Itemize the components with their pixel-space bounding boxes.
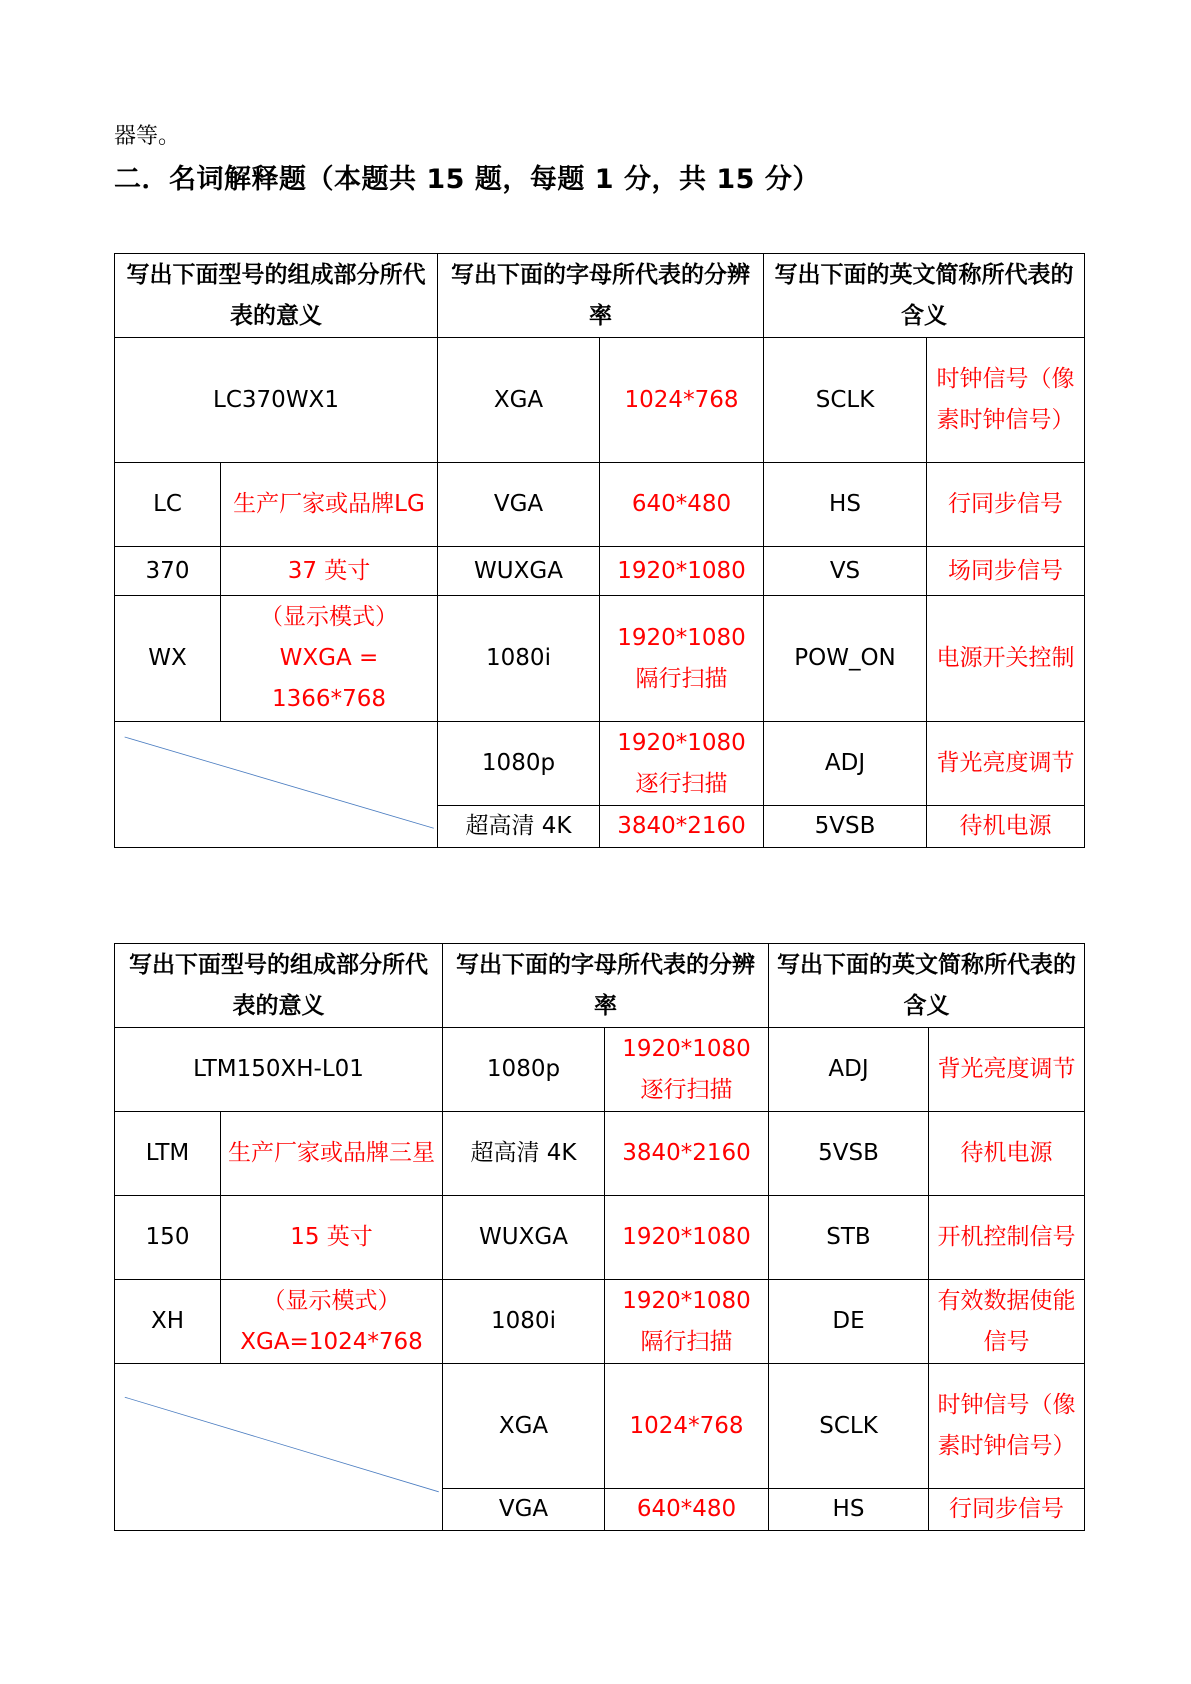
abbr-meaning: 电源开关控制 <box>927 596 1085 722</box>
abbr-code: ADJ <box>764 722 927 806</box>
diagonal-line <box>115 1364 442 1530</box>
model-part-meaning: （显示模式）XGA=1024*768 <box>221 1280 443 1364</box>
abbr-meaning: 场同步信号 <box>927 547 1085 596</box>
abbr-meaning: 行同步信号 <box>929 1489 1085 1531</box>
resolution-value: 1920*1080 隔行扫描 <box>605 1280 769 1364</box>
resolution-code: 1080p <box>443 1028 605 1112</box>
abbr-code: HS <box>769 1489 929 1531</box>
model-part-meaning: 15 英寸 <box>221 1196 443 1280</box>
lead-text: 器等。 <box>114 124 181 149</box>
header-resolution: 写出下面的字母所代表的分辨率 <box>438 254 764 338</box>
header-resolution: 写出下面的字母所代表的分辨率 <box>443 944 769 1028</box>
resolution-value: 1920*1080 <box>605 1196 769 1280</box>
abbr-code: VS <box>764 547 927 596</box>
model-part-code: LTM <box>115 1112 221 1196</box>
answer-table-1 <box>114 253 1085 848</box>
resolution-value: 3840*2160 <box>605 1112 769 1196</box>
header-model: 写出下面型号的组成部分所代表的意义 <box>115 254 438 338</box>
resolution-code: 1080p <box>438 722 600 806</box>
abbr-code: SCLK <box>764 338 927 463</box>
abbr-code: STB <box>769 1196 929 1280</box>
resolution-value: 1024*768 <box>605 1364 769 1489</box>
resolution-value: 1920*1080 隔行扫描 <box>600 596 764 722</box>
abbr-code: ADJ <box>769 1028 929 1112</box>
model-part-code: LC <box>115 463 221 547</box>
model-part-meaning: 生产厂家或品牌LG <box>221 463 438 547</box>
abbr-code: DE <box>769 1280 929 1364</box>
header-model: 写出下面型号的组成部分所代表的意义 <box>115 944 443 1028</box>
abbr-meaning: 待机电源 <box>929 1112 1085 1196</box>
resolution-code: 超高清 4K <box>438 806 600 848</box>
abbr-meaning: 时钟信号（像素时钟信号） <box>927 338 1085 463</box>
resolution-code: 超高清 4K <box>443 1112 605 1196</box>
resolution-code: WUXGA <box>443 1196 605 1280</box>
resolution-value: 640*480 <box>605 1489 769 1531</box>
resolution-value: 3840*2160 <box>600 806 764 848</box>
abbr-code: SCLK <box>769 1364 929 1489</box>
header-abbr: 写出下面的英文简称所代表的含义 <box>769 944 1085 1028</box>
model-name: LTM150XH-L01 <box>115 1028 443 1112</box>
resolution-code: WUXGA <box>438 547 600 596</box>
resolution-value: 1920*1080 逐行扫描 <box>600 722 764 806</box>
resolution-code: 1080i <box>443 1280 605 1364</box>
resolution-code: XGA <box>443 1364 605 1489</box>
abbr-meaning: 时钟信号（像素时钟信号） <box>929 1364 1085 1489</box>
abbr-meaning: 背光亮度调节 <box>929 1028 1085 1112</box>
abbr-meaning: 行同步信号 <box>927 463 1085 547</box>
abbr-meaning: 有效数据使能信号 <box>929 1280 1085 1364</box>
resolution-code: 1080i <box>438 596 600 722</box>
resolution-value: 1920*1080 逐行扫描 <box>605 1028 769 1112</box>
section-heading: 二．名词解释题（本题共 15 题，每题 1 分，共 15 分） <box>114 164 820 195</box>
resolution-value: 1920*1080 <box>600 547 764 596</box>
model-part-code: XH <box>115 1280 221 1364</box>
model-name: LC370WX1 <box>115 338 438 463</box>
abbr-code: 5VSB <box>764 806 927 848</box>
diagonal-line <box>115 722 437 847</box>
abbr-meaning: 待机电源 <box>927 806 1085 848</box>
resolution-code: VGA <box>443 1489 605 1531</box>
empty-diagonal-cell <box>115 1364 443 1531</box>
abbr-meaning: 背光亮度调节 <box>927 722 1085 806</box>
header-abbr: 写出下面的英文简称所代表的含义 <box>764 254 1085 338</box>
abbr-code: HS <box>764 463 927 547</box>
model-part-code: 370 <box>115 547 221 596</box>
empty-diagonal-cell <box>115 722 438 848</box>
model-part-meaning: 37 英寸 <box>221 547 438 596</box>
resolution-code: VGA <box>438 463 600 547</box>
model-part-code: 150 <box>115 1196 221 1280</box>
resolution-value: 1024*768 <box>600 338 764 463</box>
abbr-code: POW_ON <box>764 596 927 722</box>
model-part-code: WX <box>115 596 221 722</box>
resolution-code: XGA <box>438 338 600 463</box>
abbr-code: 5VSB <box>769 1112 929 1196</box>
abbr-meaning: 开机控制信号 <box>929 1196 1085 1280</box>
model-part-meaning: 生产厂家或品牌三星 <box>221 1112 443 1196</box>
model-part-meaning: （显示模式）WXGA = 1366*768 <box>221 596 438 722</box>
resolution-value: 640*480 <box>600 463 764 547</box>
answer-table-2 <box>114 943 1085 1531</box>
